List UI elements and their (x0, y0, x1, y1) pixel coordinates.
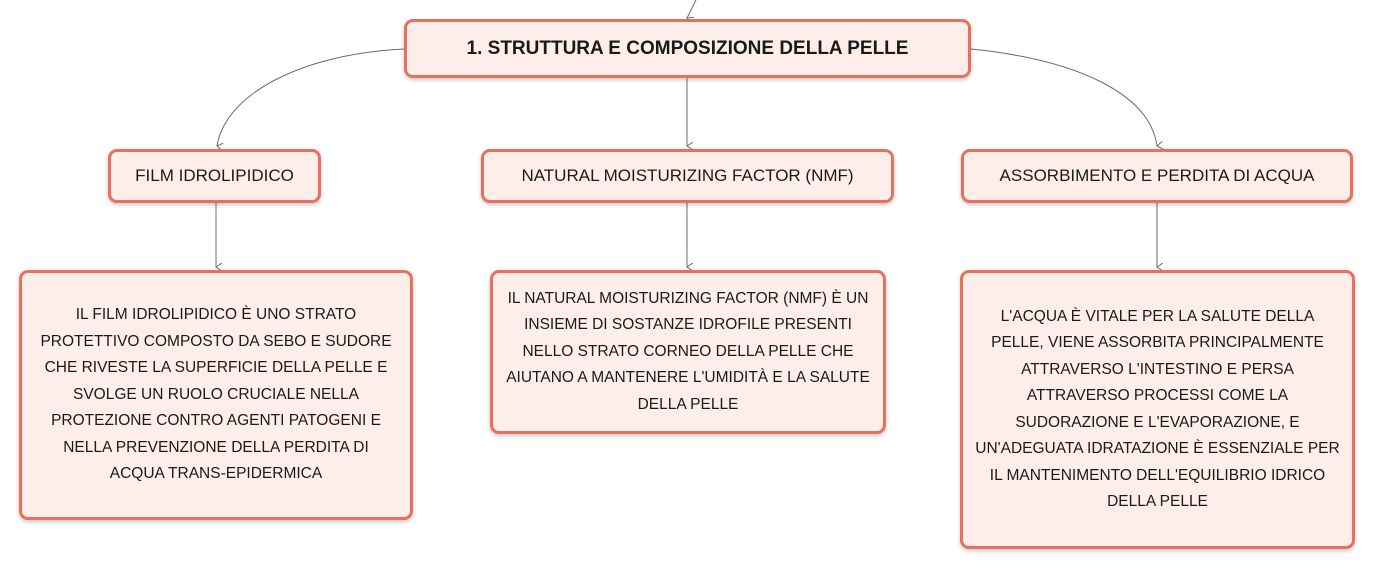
connector-parent-to-root (687, 0, 696, 18)
connector-root-to-film (217, 49, 404, 146)
description-node-assorbimento-acqua[interactable] (960, 270, 1355, 549)
description-text: IL FILM IDROLIPIDICO È UNO STRATO PROTETTIVO COMPOSTO DA SEBO E SUDORE CHE RIVESTE LA SUPERFICIE DELLA PELLE E SVOLGE UN RUOLO CRUCIALE NELLA PROTEZIONE CONTRO AGENTI PATOGENI E NELLA PREVENZIONE DELLA PERDITA DI ACQUA TRANS-EPIDERMICA (40, 306, 392, 483)
connector-root-to-acqua (971, 49, 1157, 146)
topic-node-nmf[interactable] (481, 149, 894, 203)
topic-title: NATURAL MOISTURIZING FACTOR (NMF) (521, 166, 854, 185)
topic-node-assorbimento-acqua[interactable] (961, 149, 1353, 203)
description-node-nmf[interactable] (490, 270, 886, 434)
topic-title: FILM IDROLIPIDICO (135, 166, 294, 185)
topic-title: ASSORBIMENTO E PERDITA DI ACQUA (999, 166, 1315, 185)
description-text: IL NATURAL MOISTURIZING FACTOR (NMF) È UN INSIEME DI SOSTANZE IDROFILE PRESENTI NELLO STRATO CORNEO DELLA PELLE CHE AIUTANO A MANTENERE L'UMIDITÀ E LA SALUTE DELLA PELLE (506, 289, 870, 413)
topic-node-film-idrolipidico[interactable] (108, 149, 321, 203)
description-node-film-idrolipidico[interactable] (19, 270, 413, 520)
root-title: 1. STRUTTURA E COMPOSIZIONE DELLA PELLE (466, 37, 909, 59)
description-text: L'ACQUA È VITALE PER LA SALUTE DELLA PELLE, VIENE ASSORBITA PRINCIPALMENTE ATTRAVERSO L'INTESTINO E PERSA ATTRAVERSO PROCESSI COME LA SUDORAZIONE E L'EVAPORAZIONE, E UN'ADEGUATA IDRATAZIONE È ESSENZIALE PER IL MANTENIMENTO DELL'EQUILIBRIO IDRICO DELLA PELLE (975, 307, 1340, 510)
root-node[interactable] (404, 19, 971, 78)
